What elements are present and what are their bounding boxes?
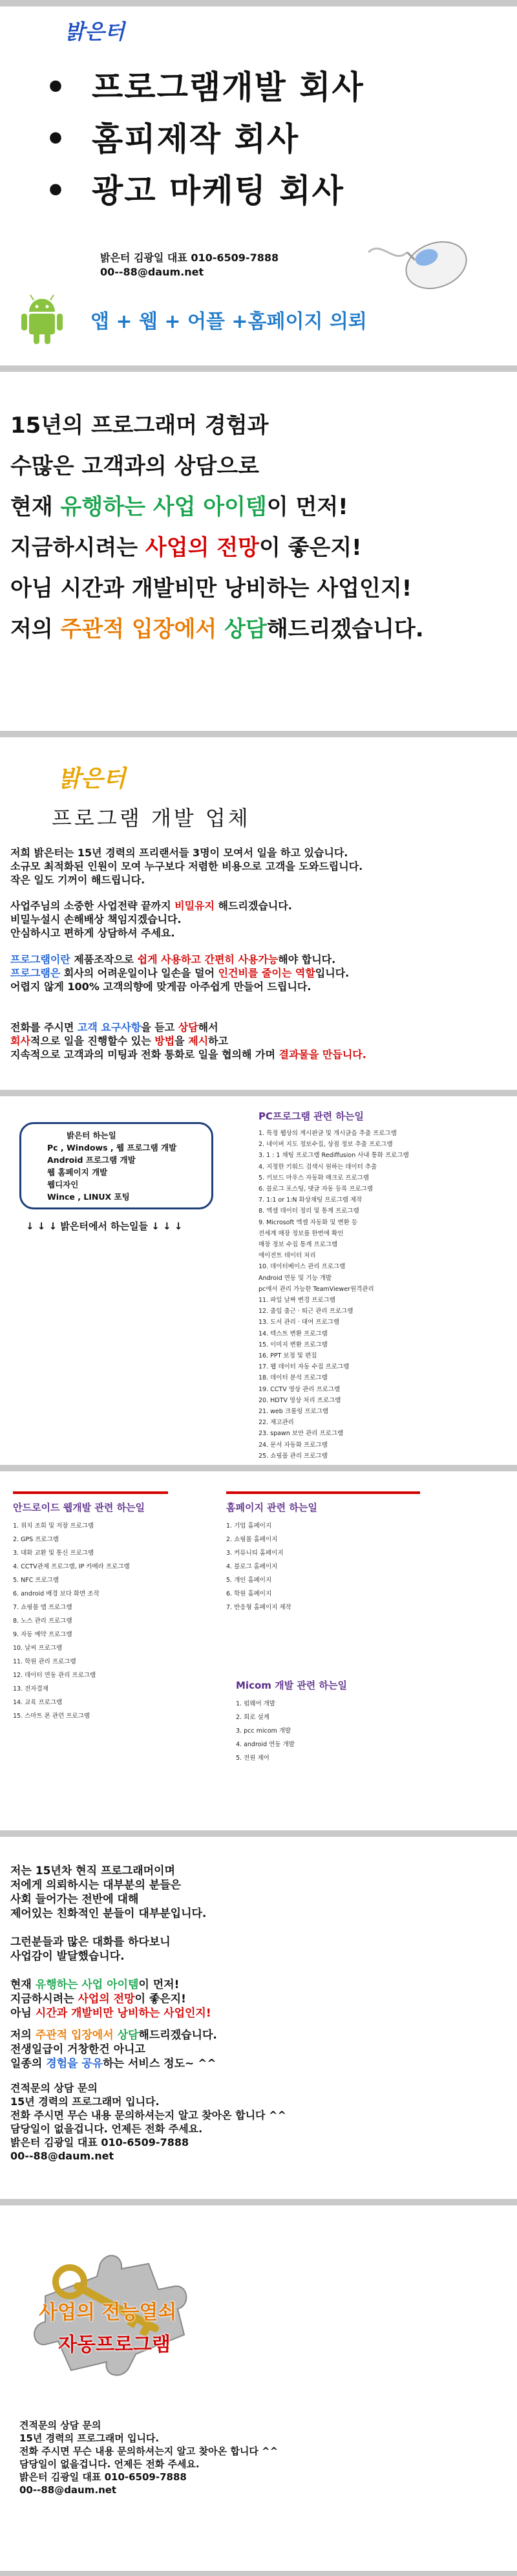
- list-item: 22. 재고관리: [258, 1419, 294, 1427]
- list-item: 6. 학원 홈페이지: [226, 1590, 272, 1597]
- list-item: 18. 데이터 분석 프로그램: [258, 1374, 328, 1382]
- android-section: [13, 1494, 226, 1723]
- list-item: 1. 특정 웹상의 게시판글 및 개시글을 추출 프로그램: [258, 1130, 397, 1137]
- bullet-homepage: • 홈피제작 회사: [45, 120, 300, 158]
- message-line-1: 15년의 프로그래머 경험과: [10, 413, 269, 438]
- company-program-desc: 프로그램이란 제품조작으로 쉽게 사용하고 간편히 사용가능해야 합니다. 프로그램은 회사의 어려운일이나 일손을 덜어 인건비를 줄이는 역할입니다. 어렵지 않게 100% 고객의향에 맞게끔 아주쉽게 만들어 드립니다.: [10, 953, 350, 993]
- contact-email: 00--88@daum.net: [100, 266, 204, 278]
- list-item: pc에서 관리 가능한 TeamViewer원격관리: [258, 1285, 374, 1293]
- company-process: 전화를 주시면 고객 요구사항을 듣고 상담해서 회사적으로 일을 진행할수 있는 방법을 제시하고 지속적으로 고객과의 미팅과 전화 통화로 일을 협의해 가며 결과물을 만듭니다.: [10, 1021, 366, 1061]
- banner-line-2: 자동프로그램: [58, 2333, 171, 2356]
- android-icon: [19, 291, 65, 346]
- brand-logo-2: 밝은터: [58, 765, 126, 792]
- list-item: 2. 네이버 지도 정보수집, 상점 정보 추출 프로그램: [258, 1141, 393, 1149]
- contact-block: [100, 251, 279, 279]
- company-intro: 저희 밝은터는 15년 경력의 프리랜서들 3명이 모여서 일을 하고 있습니다. 소규모 최적화된 인원이 모여 누구보다 저렴한 비용으로 고객을 도와드립니다. 작은 일도 기꺼이 해드립니다.: [10, 847, 363, 886]
- list-item: 14. 교육 프로그램: [13, 1699, 63, 1706]
- mouse-icon: [362, 226, 472, 298]
- list-item: 10. 날씨 프로그램: [13, 1645, 63, 1652]
- android-web-panel: [0, 1471, 517, 1830]
- list-item: 25. 쇼핑몰 관리 프로그램: [258, 1452, 328, 1460]
- list-item: 5. 개인 홈페이지: [226, 1577, 272, 1584]
- list-item: 8. 엑셀 데이터 정리 및 통계 프로그램: [258, 1207, 359, 1215]
- micom-list: [236, 1697, 507, 1765]
- list-item: 4. 블로그 홈페이지: [226, 1563, 278, 1570]
- list-item: 10. 데이터베이스 관리 프로그램: [258, 1263, 346, 1271]
- consult-questions: 현재 유행하는 사업 아이템이 먼저! 지금하시려는 사업의 전망이 좋은지! 아님 시간과 개발비만 낭비하는 사업인지!: [10, 1978, 211, 2020]
- service-tagline: 앱 + 웹 + 어플 +홈페이지 의뢰: [90, 310, 367, 333]
- message-line-3: 현재 유행하는 사업 아이템이 먼저!: [10, 494, 348, 520]
- list-item: 17. 웹 데이터 자동 수집 프로그램: [258, 1363, 350, 1371]
- micom-title: Micom 개발 관련 하는일: [236, 1680, 347, 1691]
- list-item: 8. 노스 관리 프로그램: [13, 1618, 72, 1625]
- list-item: 6. 블로그 포스팅, 댓글 자동 등록 프로그램: [258, 1185, 374, 1193]
- list-item: 3. 커뮤니티 홈페이지: [226, 1550, 284, 1557]
- list-item: 12. 출입 출근 · 퇴근 관리 프로그램: [258, 1308, 353, 1315]
- list-item: 1. 기업 홈페이지: [226, 1522, 272, 1530]
- list-item: Android 연동 및 기능 개발: [258, 1274, 332, 1282]
- list-item: 13. 도서 관리 · 대여 프로그램: [258, 1319, 339, 1326]
- list-item: 에이전트 데이터 처리: [258, 1252, 316, 1260]
- bullet-marketing: • 광고 마케팅 회사: [45, 172, 344, 210]
- micom-section: [236, 1678, 507, 1765]
- list-item: 24. 문서 자동화 프로그램: [258, 1441, 328, 1449]
- list-item: 12. 데이터 연동 관리 프로그램: [13, 1672, 96, 1679]
- list-item: 7. 1:1 or 1:N 화상채팅 프로그램 제작: [258, 1196, 363, 1204]
- final-contact: 견적문의 상담 문의 15년 경력의 프로그래머 입니다. 전화 주시면 무슨 내용 문의하셔는지 알고 찾아온 합니다 ^^ 담당일이 없을겁니다. 언제든 전화 주세요. 밝은터 김광일 대표 010-6509-7888 00--88@daum.net: [19, 2419, 279, 2496]
- list-item: 7. 쇼핑몰 앱 프로그램: [13, 1604, 72, 1611]
- services-box-caption: ↓ ↓ ↓ 밝은터에서 하는일들 ↓ ↓ ↓: [26, 1220, 183, 1232]
- consult-panel: [0, 1837, 517, 2199]
- list-item: 전세계 매장 정보를 한번에 확인: [258, 1229, 344, 1237]
- list-item: 19. CCTV 영상 관리 프로그램: [258, 1385, 341, 1393]
- list-item: 15. 이미지 변환 프로그램: [258, 1341, 328, 1348]
- homepage-title: 홈페이지 관련 하는일: [226, 1502, 317, 1513]
- banner-line-1: 사업의 전능열쇠: [39, 2301, 177, 2324]
- message-line-6: 저의 주관적 입장에서 상담해드리겠습니다.: [10, 616, 424, 642]
- list-item: 4. CCTV관제 프로그램, IP 카메라 프로그램: [13, 1563, 130, 1570]
- pc-services-section: [258, 1109, 511, 1462]
- list-item: 5. 키보드 마우스 자동화 매크로 프로그램: [258, 1174, 369, 1182]
- list-item: 3. 대화 교환 및 통신 프로그램: [13, 1550, 94, 1557]
- list-item: 1. 위치 조회 및 저장 프로그램: [13, 1522, 94, 1530]
- message-line-2: 수많은 고객과의 상담으로: [10, 453, 259, 479]
- list-item: 21. web 크롤링 프로그램: [258, 1408, 329, 1416]
- list-item: 9. Microsoft 엑셀 자동화 및 변환 등: [258, 1218, 358, 1226]
- pc-services-title: PC프로그램 관련 하는일: [258, 1110, 364, 1122]
- brand-logo: 밝은터: [65, 19, 125, 44]
- list-item: 14. 텍스트 변환 프로그램: [258, 1330, 328, 1337]
- list-item: 7. 반응형 홈페이지 제작: [226, 1604, 291, 1611]
- list-item: 1. 펌웨어 개발: [236, 1700, 275, 1707]
- list-item: 13. 전자결재: [13, 1685, 48, 1693]
- consult-experience: 그런분들과 많은 대화를 하다보니 사업감이 발달했습니다.: [10, 1936, 171, 1963]
- list-item: 15. 스마트 폰 관련 프로그램: [13, 1713, 90, 1720]
- list-item: 23. spawn 보안 관리 프로그램: [258, 1430, 344, 1438]
- list-item: 11. 파일 날짜 변경 프로그램: [258, 1297, 335, 1304]
- bullet-program-dev: • 프로그램개발 회사: [45, 69, 364, 106]
- list-item: 9. 자동 예약 프로그램: [13, 1631, 72, 1638]
- android-title: 안드로이드 웹개발 관련 하는일: [13, 1502, 145, 1513]
- message-panel: [0, 372, 517, 731]
- list-item: 2. 쇼핑몰 홈페이지: [226, 1536, 278, 1543]
- list-item: 4. android 연동 개발: [236, 1741, 295, 1748]
- company-panel: [0, 737, 517, 1090]
- list-item: 6. android 배경 보다 화면 조작: [13, 1590, 100, 1597]
- android-list: [13, 1519, 226, 1723]
- homepage-section: [226, 1494, 504, 1614]
- company-secrecy: 사업주님의 소중한 사업전략 끝까지 비밀유지 해드리겠습니다. 비밀누설시 손해배상 책임지겠습니다. 안심하시고 편하게 상담하셔 주세요.: [10, 900, 292, 939]
- list-item: 3. pcc micom 개발: [236, 1727, 291, 1735]
- message-line-4: 지금하시려는 사업의 전망이 좋은지!: [10, 535, 362, 561]
- consult-offer: 저의 주관적 입장에서 상담해드리겠습니다. 전생일급이 거창한건 아니고 일종의 경험을 공유하는 서비스 정도~ ^^: [10, 2029, 217, 2070]
- company-header: 프로그램 개발 업체: [52, 806, 251, 830]
- consult-contact: 견적문의 상담 문의 15년 경력의 프로그래머 입니다. 전화 주시면 무슨 내용 문의하셔는지 알고 찾아온 합니다 ^^ 담당일이 없을겁니다. 언제든 전화 주세요. 밝은터 김광일 대표 010-6509-7888 00--88@daum.net: [10, 2082, 286, 2162]
- services-summary-box: 밝은터 하는일 Pc , Windows , 웹 프로그램 개발 Android 프로그램 개발 웹 홈페이지 개발 웹디자인 Wince , LINUX 포팅: [19, 1122, 213, 1209]
- list-item: 16. PPT 보정 및 편집: [258, 1352, 317, 1360]
- key-panel: [0, 2205, 517, 2571]
- pc-services-panel: [0, 1096, 517, 1465]
- list-item: 2. GPS 프로그램: [13, 1536, 59, 1543]
- intro-panel: [0, 6, 517, 365]
- list-item: 5. NFC 프로그램: [13, 1577, 59, 1584]
- list-item: 매장 정보 수집 통계 프로그램: [258, 1241, 338, 1249]
- list-item: 20. HDTV 영상 처리 프로그램: [258, 1396, 341, 1404]
- consult-intro: 저는 15년차 현직 프로그래머이며 저에게 의뢰하시는 대부분의 분들은 사회 들어가는 전반에 대해 제어있는 친화적인 분들이 대부분입니다.: [10, 1865, 207, 1920]
- homepage-list: [226, 1519, 504, 1614]
- list-item: 4. 지정한 키워드 검색시 원하는 데이터 추출: [258, 1163, 377, 1171]
- pc-services-list: [258, 1128, 511, 1462]
- list-item: 3. 1 : 1 채팅 프로그램 Rediffusion 사내 통화 프로그램: [258, 1152, 409, 1160]
- contact-name-phone: 밝은터 김광일 대표 010-6509-7888: [100, 252, 279, 264]
- list-item: 5. 전원 제어: [236, 1755, 269, 1762]
- list-item: 2. 회로 설계: [236, 1714, 269, 1721]
- list-item: 11. 학원 관리 프로그램: [13, 1658, 76, 1665]
- message-line-5: 아님 시간과 개발비만 낭비하는 사업인지!: [10, 576, 412, 601]
